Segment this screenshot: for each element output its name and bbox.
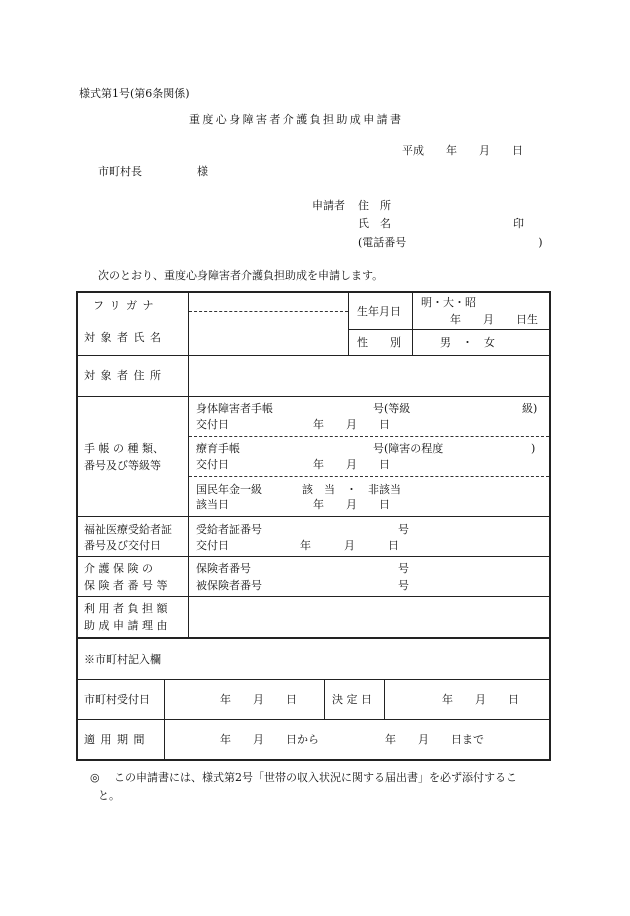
era-options: 明・大・昭 [421,296,476,309]
birth-column-divider [348,292,349,355]
table-bottom-border [76,637,551,639]
welfare-issue-date: 年 月 日 [300,539,399,552]
row-divider-insurance [77,596,550,597]
period-to: 年 月 日まで [385,733,484,746]
note-line-2: と。 [98,789,120,802]
insurer-go: 号 [398,562,409,575]
reason-label-2: 助 成 申 請 理 由 [84,619,168,632]
insured-number-label: 被保険者番号 [196,579,262,592]
physical-issue-label: 交付日 [196,418,229,431]
row-divider-techo [77,516,550,517]
addressee: 市町村長 様 [98,165,208,178]
physical-techo-end: 級) [522,402,538,415]
row-divider-name [77,355,550,356]
pension-date-label: 該当日 [196,498,229,511]
welfare-go: 号 [398,523,409,536]
insurer-number-label: 保険者番号 [196,562,251,575]
document-title: 重度心身障害者介護負担助成申請書 [189,113,404,126]
office-use-title: ※市町村記入欄 [84,653,161,666]
ryoiku-techo-num: 号(障害の程度 [373,442,444,455]
techo-dash-2 [189,476,549,477]
decision-date: 年 月 日 [442,693,519,706]
period-label: 適 用 期 間 [84,733,146,746]
welfare-label-1: 福祉医療受給者証 [84,523,172,536]
birth-sex-divider [348,329,550,330]
ryoiku-techo-end: ) [531,442,536,455]
office-label-divider [164,680,165,760]
office-decision-divider-2 [384,680,385,720]
period-from: 年 月 日から [220,733,319,746]
insurance-label-1: 介 護 保 険 の [84,562,153,575]
target-address-label: 対 象 者 住 所 [84,369,162,382]
office-bottom-border [76,759,551,761]
phone-label: (電話番号 ) [358,236,543,249]
welfare-issue-label: 交付日 [196,539,229,552]
ryoiku-issue-date: 年 月 日 [313,458,390,471]
physical-techo-num: 号(等級 [373,402,411,415]
physical-issue-date: 年 月 日 [313,418,390,431]
birth-date: 年 月 日生 [450,313,538,326]
note-line-1: この申請書には、様式第2号「世帯の収入状況に関する届出書」を必ず添付するこ [114,771,517,784]
sex-options: 男 ・ 女 [440,336,495,349]
intro-text: 次のとおり、重度心身障害者介護負担助成を申請します。 [98,269,384,282]
insurance-label-2: 保 険 者 番 号 等 [84,579,168,592]
office-row-divider-1 [77,679,550,680]
decision-label: 決 定 日 [332,693,372,706]
target-name-label: 対 象 者 氏 名 [84,331,162,344]
received-date: 年 月 日 [220,693,297,706]
ryoiku-issue-label: 交付日 [196,458,229,471]
pension-date: 年 月 日 [313,498,390,511]
seal-mark: 印 [513,217,524,230]
furigana-dash-line [189,311,348,312]
reason-label-1: 利 用 者 負 担 額 [84,602,168,615]
table-left-border [76,291,78,639]
date-line: 平成 年 月 日 [402,144,523,157]
office-left-border [76,637,78,761]
row-divider-address [77,396,550,397]
office-right-border [549,637,551,761]
table-right-border [549,291,551,639]
form-label: 様式第1号(第6条関係) [79,87,190,100]
furigana-label: フ リ ガ ナ [93,299,155,312]
table-top-border [76,291,551,293]
office-decision-divider-1 [324,680,325,720]
welfare-cert-label: 受給者証番号 [196,523,262,536]
office-row-divider-2 [77,719,550,720]
pension-name: 国民年金一級 [196,483,262,496]
birth-value-divider [412,292,413,355]
applicant-name-label: 氏 名 [358,217,391,230]
sex-label: 性 別 [357,336,401,349]
insured-go: 号 [398,579,409,592]
applicant-address-label: 住 所 [358,199,391,212]
note-mark: ◎ [90,771,100,784]
techo-dash-1 [189,436,549,437]
pension-status: 該 当 ・ 非該当 [302,483,401,496]
birth-label: 生年月日 [357,305,401,318]
techo-label-1: 手 帳 の 種 類、 [84,442,164,455]
welfare-label-2: 番号及び交付日 [84,539,161,552]
row-divider-welfare [77,556,550,557]
ryoiku-techo-name: 療育手帳 [196,442,240,455]
techo-label-2: 番号及び等級等 [84,459,161,472]
label-column-divider [188,292,189,638]
applicant-label: 申請者 [312,199,345,212]
received-label: 市町村受付日 [84,693,150,706]
physical-techo-name: 身体障害者手帳 [196,402,273,415]
